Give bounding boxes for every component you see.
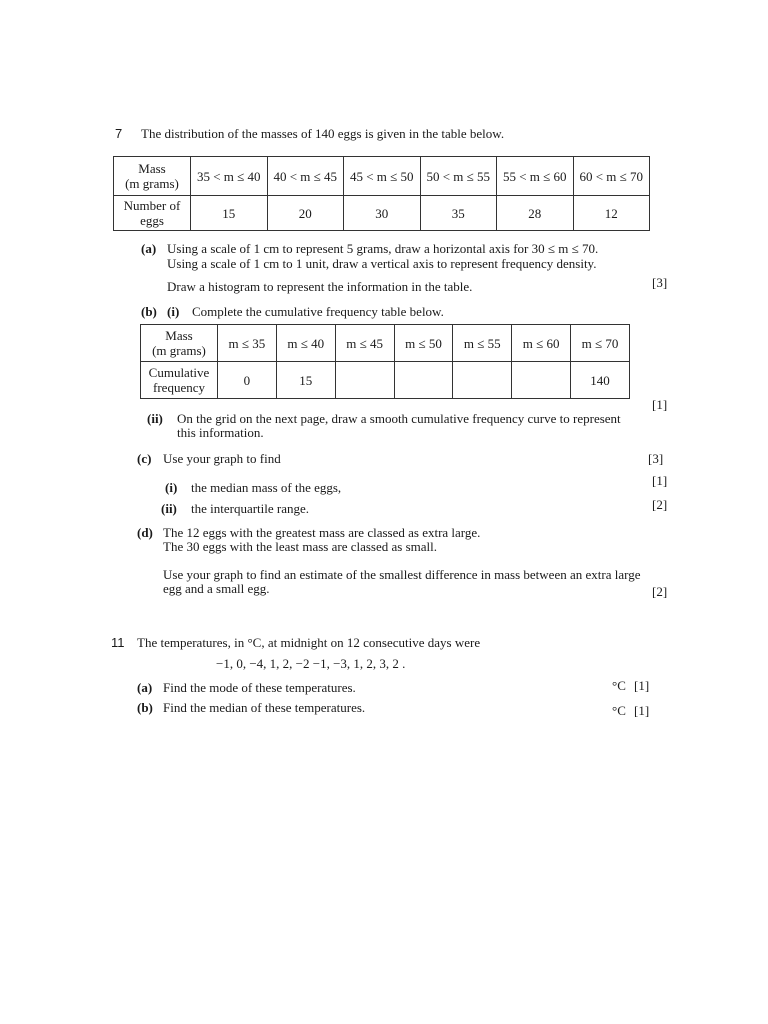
part-label: (b)	[137, 700, 153, 715]
row-label-line: eggs	[140, 213, 164, 228]
part-label: (b)	[141, 304, 157, 319]
interval-cell: 40 < m ≤ 45	[267, 157, 344, 196]
part-b-i-text: Complete the cumulative frequency table below.	[192, 304, 444, 319]
mass-distribution-table	[113, 156, 650, 231]
part-label: (a)	[137, 680, 153, 695]
part-d-line2: The 30 eggs with the least mass are classed as small.	[163, 539, 438, 554]
part-a-line1: Using a scale of 1 cm to represent 5 grams, draw a horizontal axis for 30 ≤ m ≤ 70.	[167, 241, 599, 256]
cf-value-cell: 140	[571, 362, 630, 399]
cf-value-cell	[335, 362, 394, 399]
interval-cell: 60 < m ≤ 70	[573, 157, 650, 196]
cf-value-cell	[512, 362, 571, 399]
row-label-line: Number of	[123, 198, 181, 213]
cf-header-cell: m ≤ 60	[512, 325, 571, 362]
row-label-line: Cumulative	[148, 365, 210, 380]
subpart-label: (ii)	[161, 501, 177, 516]
cf-value-cell: 15	[276, 362, 335, 399]
part-c-i-text: the median mass of the eggs,	[191, 480, 342, 495]
count-cell: 20	[267, 196, 344, 231]
marks-label: [2]	[652, 584, 668, 599]
row-label-line: (m grams)	[152, 343, 206, 358]
part-a-line2: Using a scale of 1 cm to 1 unit, draw a vertical axis to represent frequency density.	[167, 256, 597, 271]
table-header-cell	[141, 325, 218, 362]
marks-label: [1]	[652, 397, 668, 412]
cf-value-cell: 0	[218, 362, 277, 399]
question-number: 7	[115, 126, 123, 141]
temperature-values: −1, 0, −4, 1, 2, −2 −1, −3, 1, 2, 3, 2 .	[216, 656, 406, 671]
part-a-line3: Draw a histogram to represent the information in the table.	[167, 279, 473, 294]
subpart-label: (i)	[167, 304, 180, 319]
row-label-line: frequency	[153, 380, 205, 395]
unit-label: °C	[612, 678, 626, 693]
question-intro: The distribution of the masses of 140 eggs is given in the table below.	[141, 126, 505, 141]
cf-header-cell: m ≤ 45	[335, 325, 394, 362]
cf-value-cell	[453, 362, 512, 399]
cf-header-cell: m ≤ 40	[276, 325, 335, 362]
part-label: (a)	[141, 241, 157, 256]
part-label: (d)	[137, 525, 153, 540]
part-b-ii-line2: this information.	[177, 425, 264, 440]
marks-label: [2]	[652, 497, 668, 512]
interval-cell: 45 < m ≤ 50	[344, 157, 421, 196]
row-label-line: Mass	[138, 161, 166, 176]
part-b-ii-line1: On the grid on the next page, draw a smooth cumulative frequency curve to represent	[177, 411, 621, 426]
part-b-text: Find the median of these temperatures.	[163, 700, 366, 715]
cf-value-cell	[394, 362, 453, 399]
subpart-label: (i)	[165, 480, 178, 495]
table-header-cell	[114, 196, 191, 231]
part-c-ii-text: the interquartile range.	[191, 501, 310, 516]
count-cell: 28	[497, 196, 574, 231]
part-c-text: Use your graph to find	[163, 451, 281, 466]
part-label: (c)	[137, 451, 152, 466]
cumulative-frequency-table	[140, 324, 630, 399]
part-d-line1: The 12 eggs with the greatest mass are classed as extra large.	[163, 525, 481, 540]
cf-header-cell: m ≤ 55	[453, 325, 512, 362]
marks-label: [1]	[634, 703, 650, 718]
interval-cell: 35 < m ≤ 40	[191, 157, 268, 196]
marks-label: [1]	[634, 678, 650, 693]
table-header-cell	[141, 362, 218, 399]
marks-label: [3]	[652, 275, 668, 290]
row-label-line: (m grams)	[125, 176, 179, 191]
part-a-text: Find the mode of these temperatures.	[163, 680, 356, 695]
question-number: 11	[111, 635, 125, 650]
question-intro: The temperatures, in °C, at midnight on 12 consecutive days were	[137, 635, 481, 650]
cf-header-cell: m ≤ 35	[218, 325, 277, 362]
part-d-line4: egg and a small egg.	[163, 581, 270, 596]
part-d-line3: Use your graph to find an estimate of the smallest difference in mass between an extra large	[163, 567, 641, 582]
row-label-line: Mass	[165, 328, 193, 343]
marks-label: [1]	[652, 473, 668, 488]
count-cell: 35	[420, 196, 497, 231]
count-cell: 15	[191, 196, 268, 231]
cf-header-cell: m ≤ 50	[394, 325, 453, 362]
interval-cell: 50 < m ≤ 55	[420, 157, 497, 196]
marks-label: [3]	[648, 451, 664, 466]
subpart-label: (ii)	[147, 411, 163, 426]
unit-label: °C	[612, 703, 626, 718]
cf-header-cell: m ≤ 70	[571, 325, 630, 362]
interval-cell: 55 < m ≤ 60	[497, 157, 574, 196]
count-cell: 12	[573, 196, 650, 231]
table-header-cell	[114, 157, 191, 196]
count-cell: 30	[344, 196, 421, 231]
